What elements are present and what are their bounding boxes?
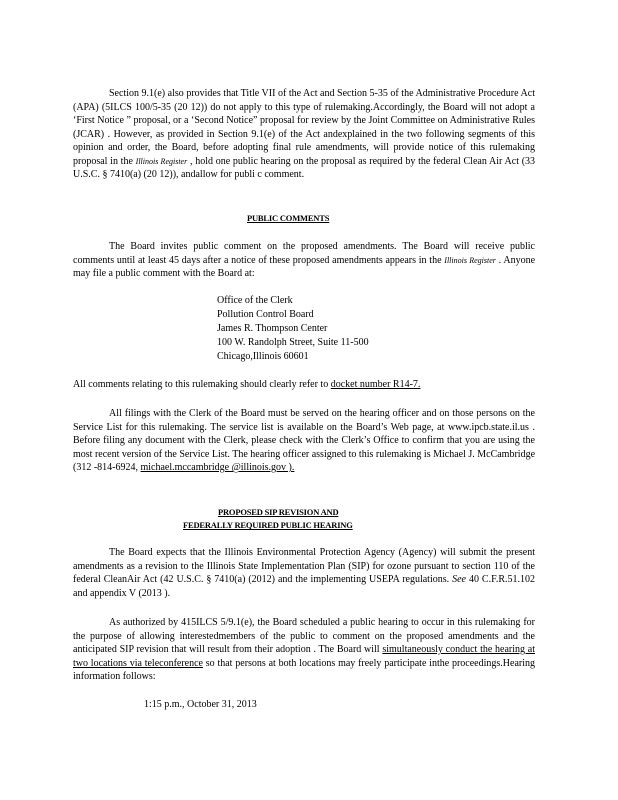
docket-para-text: All comments relating to this rulemaking should clearly refer to	[73, 379, 329, 390]
filings-paragraph	[73, 407, 535, 475]
hearing-officer-email-link[interactable]: michael.mccambridge @illinois.gov ).	[140, 462, 295, 473]
agency-sip-paragraph	[73, 546, 535, 600]
address-line-1: Office of the Clerk	[217, 295, 293, 306]
section-9-1e-paragraph	[73, 87, 535, 182]
expects-para-text-1: The Board expects that the Illinois Environmental Protection Agency (Agency) will submit the present amendments as a revision to the Illinois State Implementation Plan (SIP) for ozone pursuant to section 110 of the federal CleanAir Act (42 U.S.C. § 7410(a) (2012) and the implementing USEPA regulations.	[73, 547, 535, 585]
comment-para-text-2: . Anyone may file a public comment with the Board at:	[73, 254, 536, 279]
public-comment-paragraph	[73, 240, 535, 281]
illinois-register-italic-2: Illinois Register	[444, 255, 496, 265]
teleconference-underlined-text: simultaneously conduct the hearing at two locations via teleconference	[73, 644, 535, 669]
authorized-para-text-1: As authorized by 415ILCS 5/9.1(e), the Board scheduled a public hearing to occur in this rulemaking for the purpose of allowing interestedmembers of the public to comment on the proposed amendments and the anticipated SIP revision that will result from their adoption . The Board will	[73, 617, 535, 655]
address-line-3: James R. Thompson Center	[217, 323, 328, 334]
docket-number: docket number R14-7.	[330, 379, 421, 390]
comment-para-text-1: The Board invites public comment on the proposed amendments. The Board will receive public comments until at least 45 days after a notice of these proposed amendments appears in the	[73, 241, 535, 266]
clerk-address-block	[217, 294, 369, 364]
section-para-text-1: Section 9.1(e) also provides that Title VII of the Act and Section 5-35 of the Administrative Procedure Act (APA) (5ILCS 100/5-35 (20 12)) do not apply to this type of rulemaking.Accordingly, the Board will not adopt a ‘First Notice ” proposal, or a ‘Second Notice” proposal for review by the Joint Committee on Administrative Rules (JCAR) . However, as provided in Section 9.1(e) of the Act andexplained in the two following segments of this opinion and order, the Board, before adopting final rule amendments, will provide notice of this rulemaking proposal in the	[73, 88, 535, 167]
filings-para-text: All filings with the Clerk of the Board must be served on the hearing officer and on those persons on the Service List for this rulemaking. The service list is available on the Board’s Web page, at www.ipcb.state.il.us . Before filing any document with the Clerk, please check with the Clerk’s Office to confirm that you are using the most recent version of the Service List. The hearing officer assigned to this rulemaking is Michael J. McCambridge (312 -814-6924,	[73, 408, 536, 473]
authorized-para-text-2: so that persons at both locations may freely participate inthe proceedings.Hearing information follows:	[73, 657, 535, 682]
docket-reference-paragraph	[73, 378, 535, 392]
illinois-register-italic: Illinois Register	[135, 156, 188, 166]
expects-para-text-2: 40 C.F.R.51.102 and appendix V (2013 ).	[73, 574, 536, 599]
section-para-text-2: , hold one public hearing on the proposal as required by the federal Clean Air Act (33 U.S.C. § 7410(a) (20 12)), andallow for publi c comment.	[73, 155, 536, 180]
heading-public-comments: PUBLIC COMMENTS	[247, 213, 330, 223]
address-line-5: Chicago,Illinois 60601	[217, 351, 309, 362]
address-line-4: 100 W. Randolph Street, Suite 11-500	[217, 337, 369, 348]
heading-federally-required-public-hearing: FEDERALLY REQUIRED PUBLIC HEARING	[183, 520, 353, 530]
hearing-authorization-paragraph	[73, 616, 535, 684]
hearing-date-time: 1:15 p.m., October 31, 2013	[144, 699, 257, 710]
heading-proposed-sip-revision: PROPOSED SIP REVISION AND	[218, 507, 339, 517]
see-italic: See	[452, 574, 466, 585]
address-line-2: Pollution Control Board	[217, 309, 314, 320]
